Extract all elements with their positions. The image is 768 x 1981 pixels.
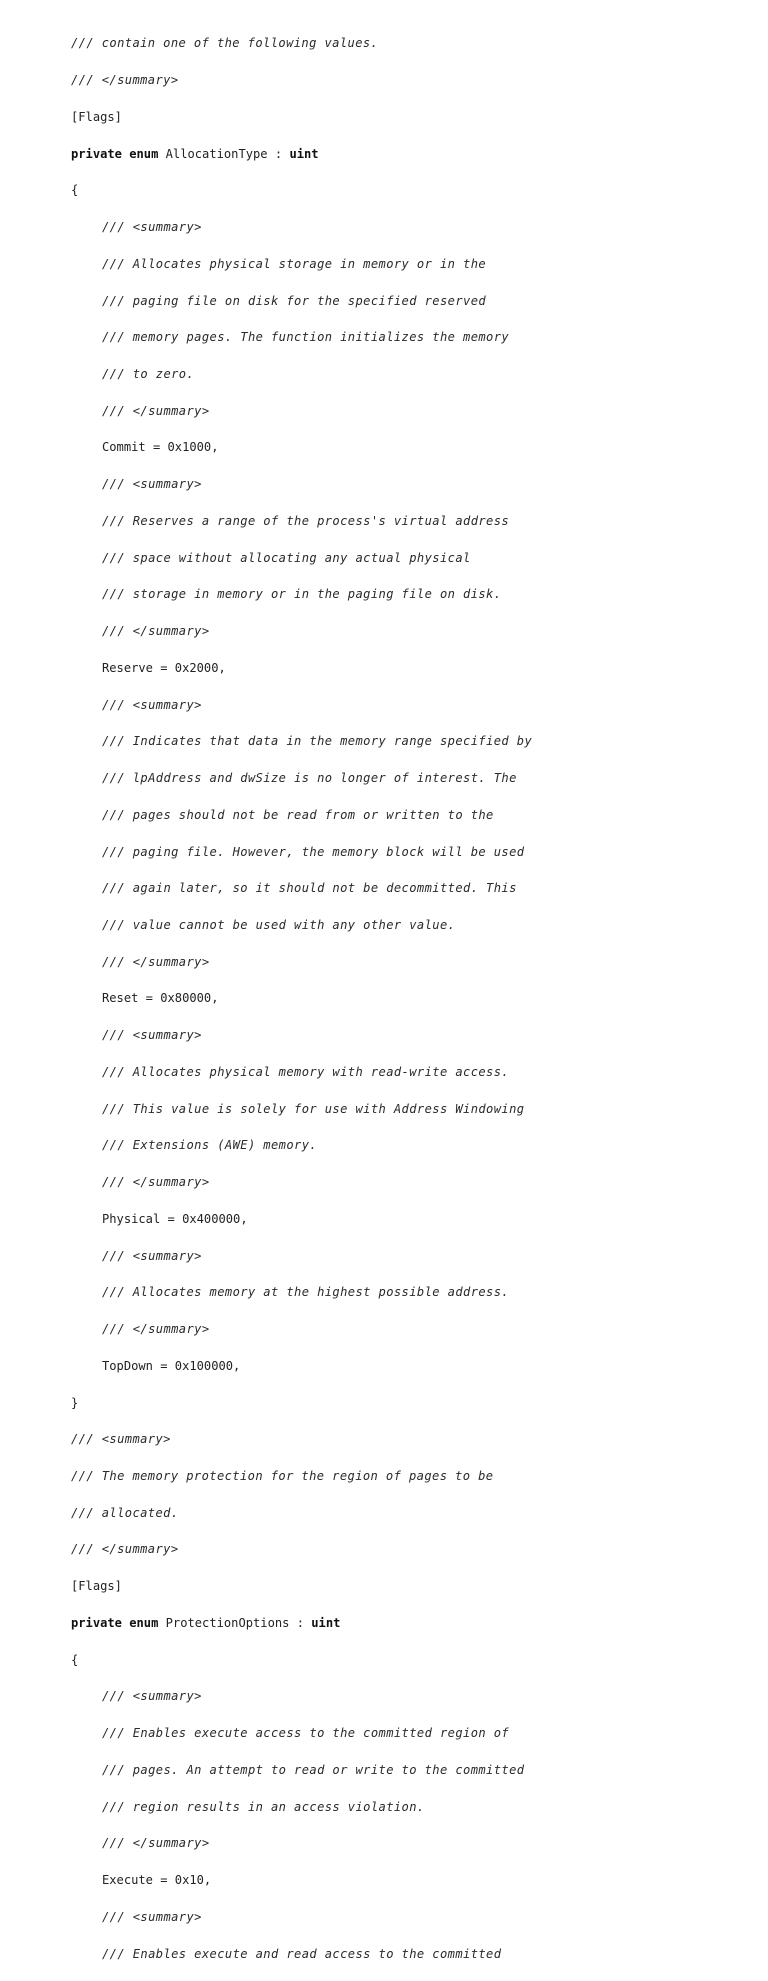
keyword: uint	[311, 1615, 341, 1630]
doc-comment-line: /// </summary>	[102, 954, 210, 969]
doc-comment-line: /// contain one of the following values.	[71, 36, 379, 51]
doc-comment-line: /// lpAddress and dwSize is no longer of interest. The	[102, 771, 517, 786]
doc-comment-line: /// </summary>	[102, 403, 210, 418]
doc-comment-line: /// paging file. However, the memory block will be used	[102, 844, 525, 859]
doc-comment-line: /// Enables execute access to the committed region of	[102, 1726, 510, 1741]
doc-comment-line: /// </summary>	[102, 1175, 210, 1190]
brace: {	[71, 1652, 79, 1667]
enum-member: Reserve = 0x2000,	[102, 660, 226, 675]
doc-comment-line: /// Reserves a range of the process's virtual address	[102, 513, 510, 528]
keyword: uint	[289, 146, 319, 161]
enum-member: Reset = 0x80000,	[102, 991, 219, 1006]
keyword: private enum	[71, 1615, 159, 1630]
doc-comment-line: /// <summary>	[102, 697, 202, 712]
doc-comment-line: /// <summary>	[102, 477, 202, 492]
doc-comment-line: /// Enables execute and read access to the committed	[102, 1946, 502, 1961]
enum-declaration	[71, 1614, 532, 1632]
doc-comment-line: /// </summary>	[71, 1542, 179, 1557]
enum-member: Execute = 0x10,	[102, 1873, 212, 1888]
doc-comment-line: /// The memory protection for the region of pages to be	[71, 1469, 494, 1484]
attribute-line: [Flags]	[71, 1579, 122, 1594]
doc-comment-line: /// Allocates physical storage in memory or in the	[102, 256, 487, 271]
doc-comment-line: /// <summary>	[102, 1028, 202, 1043]
enum-name: AllocationType :	[158, 146, 290, 161]
doc-comment-line: /// memory pages. The function initializes the memory	[102, 330, 510, 345]
doc-comment-line: /// Allocates physical memory with read-write access.	[102, 1064, 510, 1079]
doc-comment-line: /// </summary>	[102, 1836, 210, 1851]
doc-comment-line: /// to zero.	[102, 366, 195, 381]
doc-comment-line: /// storage in memory or in the paging file on disk.	[102, 587, 502, 602]
doc-comment-line: /// This value is solely for use with Address Windowing	[102, 1101, 525, 1116]
doc-comment-line: /// space without allocating any actual physical	[102, 550, 471, 565]
keyword: private enum	[71, 146, 159, 161]
doc-comment-line: /// </summary>	[71, 73, 179, 88]
doc-comment-line: /// </summary>	[102, 624, 210, 639]
brace: }	[71, 1395, 79, 1410]
doc-comment-line: /// paging file on disk for the specified reserved	[102, 293, 487, 308]
doc-comment-line: /// <summary>	[102, 1689, 202, 1704]
doc-comment-line: /// Allocates memory at the highest possible address.	[102, 1285, 510, 1300]
brace: {	[71, 183, 79, 198]
attribute-line: [Flags]	[71, 109, 122, 124]
doc-comment-line: /// value cannot be used with any other value.	[102, 918, 456, 932]
doc-comment-line: /// pages. An attempt to read or write to the committed	[102, 1762, 525, 1777]
doc-comment-line: /// Indicates that data in the memory range specified by	[102, 734, 533, 749]
enum-member: TopDown = 0x100000,	[102, 1358, 241, 1373]
doc-comment-line: /// </summary>	[102, 1322, 210, 1337]
doc-comment-line: /// <summary>	[102, 1248, 202, 1263]
doc-comment-line: /// region results in an access violation.	[102, 1799, 425, 1814]
doc-comment-line: /// <summary>	[102, 220, 202, 235]
doc-comment-line: /// pages should not be read from or written to the	[102, 807, 494, 822]
doc-comment-line: /// <summary>	[102, 1909, 202, 1924]
enum-member: Physical = 0x400000,	[102, 1211, 248, 1226]
enum-declaration	[71, 145, 532, 163]
enum-name: ProtectionOptions :	[158, 1615, 312, 1630]
code-listing	[71, 16, 532, 1981]
enum-member: Commit = 0x1000,	[102, 440, 219, 455]
doc-comment-line: /// <summary>	[71, 1432, 171, 1447]
doc-comment-line: /// again later, so it should not be decommitted. This	[102, 881, 517, 896]
doc-comment-line: /// allocated.	[71, 1505, 179, 1520]
doc-comment-line: /// Extensions (AWE) memory.	[102, 1138, 318, 1153]
